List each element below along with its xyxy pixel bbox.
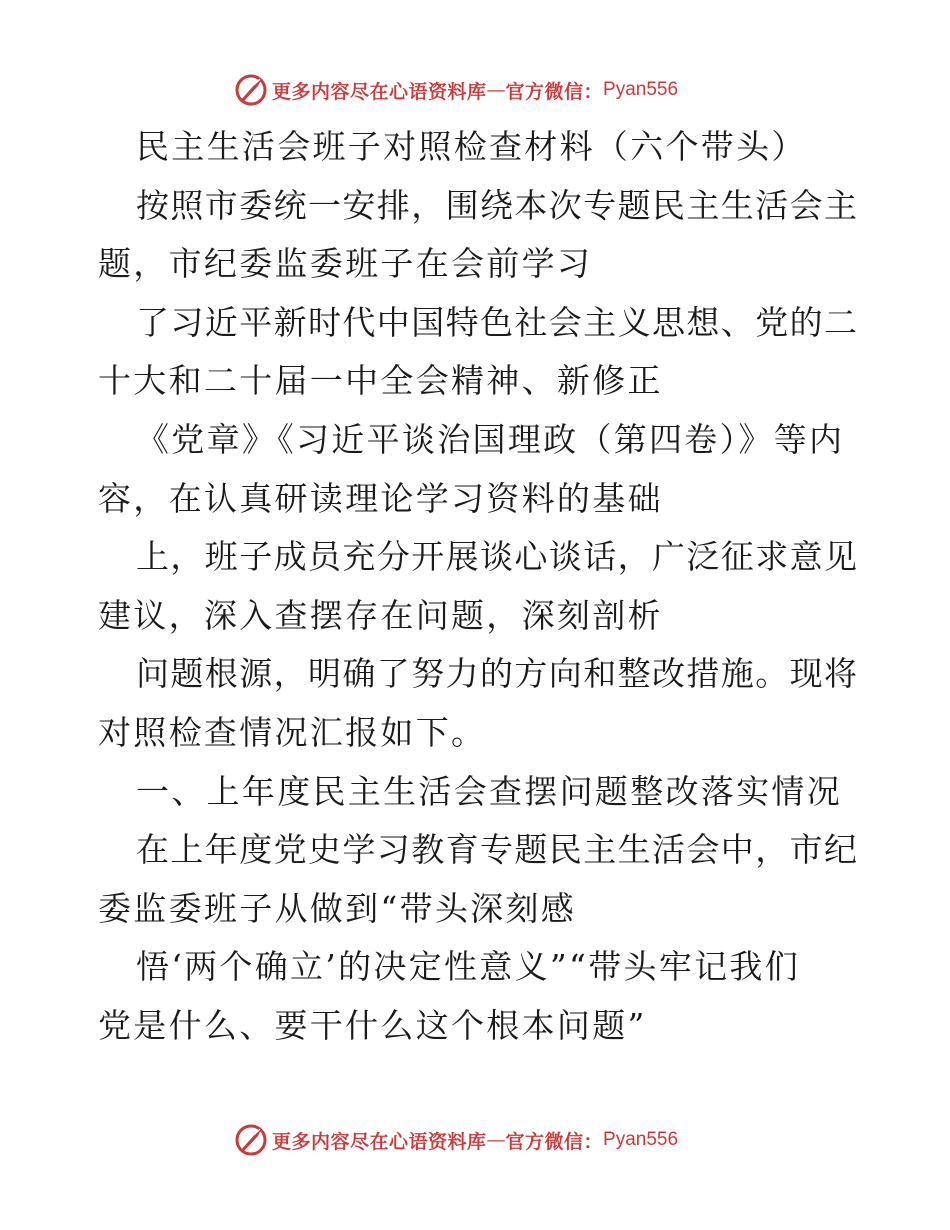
paragraph-line: 容，在认真研读理论学习资料的基础 (98, 478, 663, 518)
watermark-separator: — (486, 79, 506, 101)
paragraph-line: 上，班子成员充分开展谈心谈话，广泛征求意见 (136, 537, 859, 577)
paragraph-line: 问题根源，明确了努力的方向和整改措施。现将 (136, 654, 859, 694)
watermark-wechat-label: 官方微信： (505, 80, 604, 103)
paragraph-line: 悟‘两个确立’的决定性意义”“带头牢记我们 (136, 947, 801, 987)
quill-logo-icon (234, 1123, 268, 1157)
paragraph-line: 在上年度党史学习教育专题民主生活会中，市纪 (136, 830, 859, 870)
watermark-wechat-label: 官方微信： (505, 1130, 604, 1153)
paragraph-line: 十大和二十届一中全会精神、新修正 (98, 361, 663, 401)
section-heading: 一、上年度民主生活会查摆问题整改落实情况 (136, 771, 842, 811)
watermark-text: 更多内容尽在心语资料库 (272, 80, 487, 103)
paragraph-line: 按照市委统一安排，围绕本次专题民主生活会主 (136, 185, 859, 225)
watermark-wechat-id: Pyan556 (603, 1129, 679, 1150)
paragraph-line: 建议，深入查摆存在问题，深刻剖析 (98, 595, 663, 635)
paragraph-line: 党是什么、要干什么这个根本问题” (98, 1005, 647, 1045)
paragraph-line: 题，市纪委监委班子在会前学习 (98, 244, 593, 284)
document-title: 民主生活会班子对照检查材料（六个带头） (136, 127, 807, 166)
watermark-wechat-id: Pyan556 (603, 79, 679, 100)
document-body (98, 118, 858, 1056)
paragraph-line: 《党章》《习近平谈治国理政（第四卷）》等内 (136, 419, 845, 459)
watermark-text: 更多内容尽在心语资料库 (272, 1130, 487, 1153)
paragraph-line: 了习近平新时代中国特色社会主义思想、党的二 (136, 302, 859, 342)
paragraph-line: 委监委班子从做到“带头深刻感 (98, 888, 577, 928)
header-watermark (234, 72, 678, 108)
footer-watermark (234, 1122, 678, 1158)
watermark-separator: — (486, 1129, 506, 1151)
paragraph-line: 对照检查情况汇报如下。 (98, 712, 487, 752)
quill-logo-icon (234, 73, 268, 107)
